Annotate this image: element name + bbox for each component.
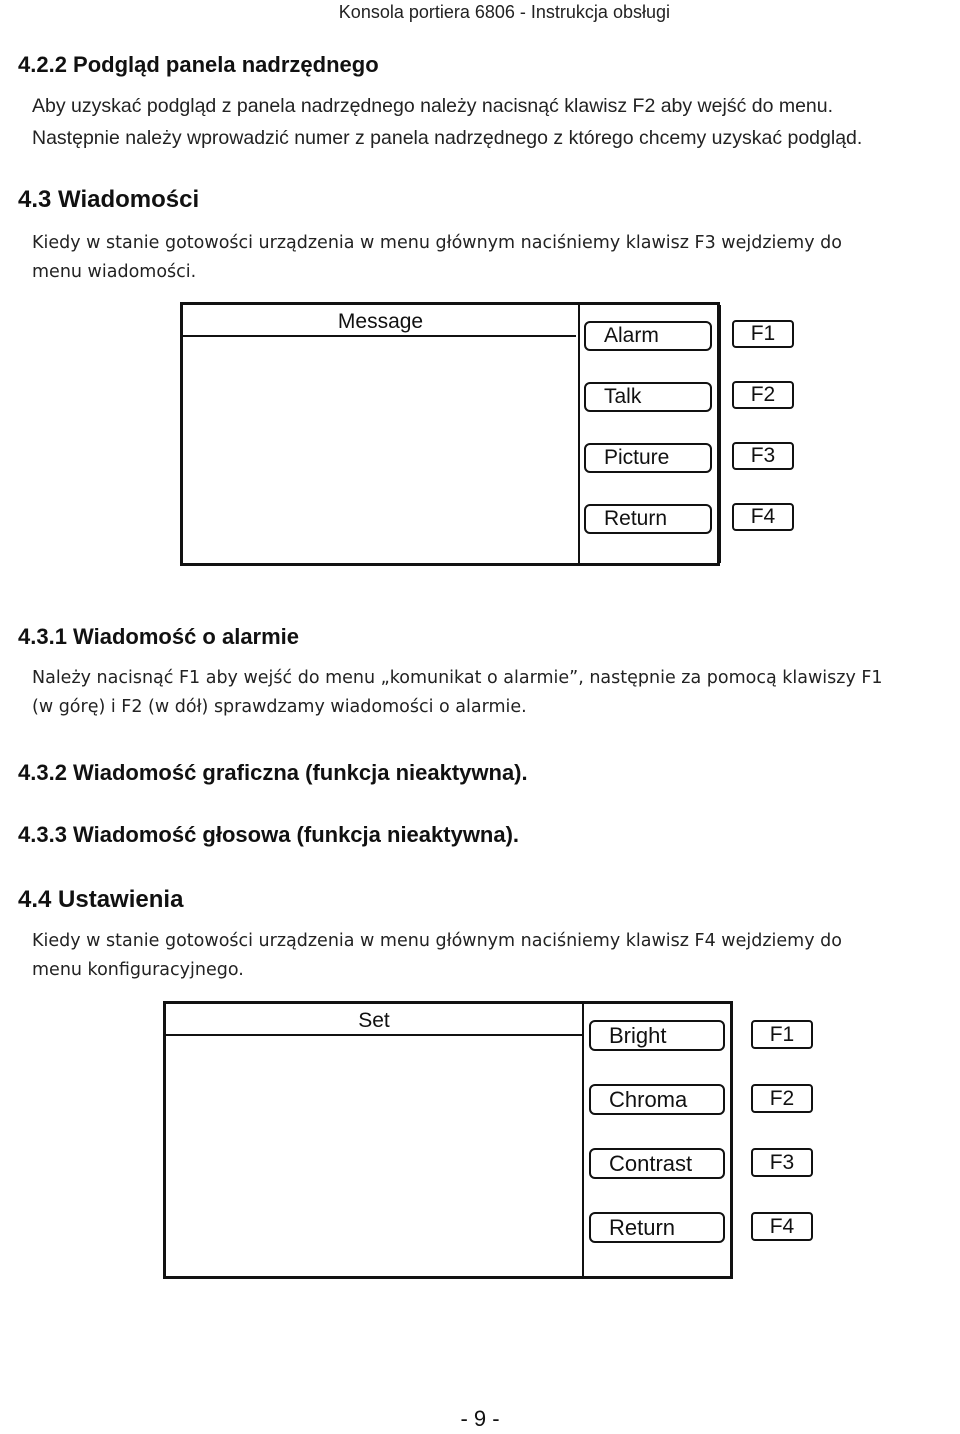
paragraph-4-4 bbox=[32, 927, 960, 985]
set-button-bright: Bright bbox=[589, 1020, 725, 1051]
set-screen-diagram bbox=[163, 1001, 733, 1279]
message-screen-diagram bbox=[180, 302, 720, 566]
set-key-f1: F1 bbox=[751, 1020, 813, 1049]
set-button-contrast: Contrast bbox=[589, 1148, 725, 1179]
page-number: - 9 - bbox=[460, 1406, 500, 1431]
heading-4-4: 4.4 Ustawienia bbox=[18, 886, 184, 913]
paragraph-4-2-2 bbox=[32, 90, 960, 154]
message-button-return: Return bbox=[584, 504, 712, 534]
paragraph-line: (w górę) i F2 (w dół) sprawdzamy wiadomości o alarmie. bbox=[32, 697, 527, 717]
heading-4-3-2: 4.3.2 Wiadomość graficzna (funkcja nieaktywna). bbox=[18, 760, 528, 785]
message-button-picture: Picture bbox=[584, 443, 712, 473]
set-button-return: Return bbox=[589, 1212, 725, 1243]
set-key-f3: F3 bbox=[751, 1148, 813, 1177]
heading-4-2-2: 4.2.2 Podgląd panela nadrzędnego bbox=[18, 52, 379, 77]
paragraph-line: Kiedy w stanie gotowości urządzenia w menu głównym naciśniemy klawisz F4 wejdziemy do bbox=[32, 931, 842, 951]
message-key-f2: F2 bbox=[732, 381, 794, 409]
set-key-f2: F2 bbox=[751, 1084, 813, 1113]
screen-title-divider bbox=[183, 335, 576, 337]
screen-title: Message bbox=[337, 310, 424, 333]
paragraph-4-3-1 bbox=[32, 664, 960, 722]
set-button-chroma: Chroma bbox=[589, 1084, 725, 1115]
heading-4-3-3: 4.3.3 Wiadomość głosowa (funkcja nieaktywna). bbox=[18, 822, 520, 847]
paragraph-line: Następnie należy wprowadzić numer z panela nadrzędnego z którego chcemy uzyskać podgląd. bbox=[32, 127, 863, 149]
screen-title-divider bbox=[166, 1034, 582, 1036]
screen-title: Set bbox=[358, 1009, 390, 1032]
paragraph-line: menu konfiguracyjnego. bbox=[32, 960, 244, 980]
heading-4-3-1: 4.3.1 Wiadomość o alarmie bbox=[18, 624, 300, 649]
heading-4-3: 4.3 Wiadomości bbox=[18, 186, 200, 213]
message-key-f1: F1 bbox=[732, 320, 794, 348]
message-button-alarm: Alarm bbox=[584, 321, 712, 351]
paragraph-4-3 bbox=[32, 229, 960, 287]
paragraph-line: Należy nacisnąć F1 aby wejść do menu „komunikat o alarmie”, następnie za pomocą klawiszy F1 bbox=[32, 668, 883, 688]
paragraph-line: menu wiadomości. bbox=[32, 262, 197, 282]
message-key-f3: F3 bbox=[732, 442, 794, 470]
message-key-f4: F4 bbox=[732, 503, 794, 531]
paragraph-line: Aby uzyskać podgląd z panela nadrzędnego należy nacisnąć klawisz F2 aby wejść do menu. bbox=[32, 95, 834, 117]
paragraph-line: Kiedy w stanie gotowości urządzenia w menu głównym naciśniemy klawisz F3 wejdziemy do bbox=[32, 233, 842, 253]
document-header: Konsola portiera 6806 - Instrukcja obsługi bbox=[338, 2, 670, 22]
set-key-f4: F4 bbox=[751, 1212, 813, 1241]
message-button-talk: Talk bbox=[584, 382, 712, 412]
